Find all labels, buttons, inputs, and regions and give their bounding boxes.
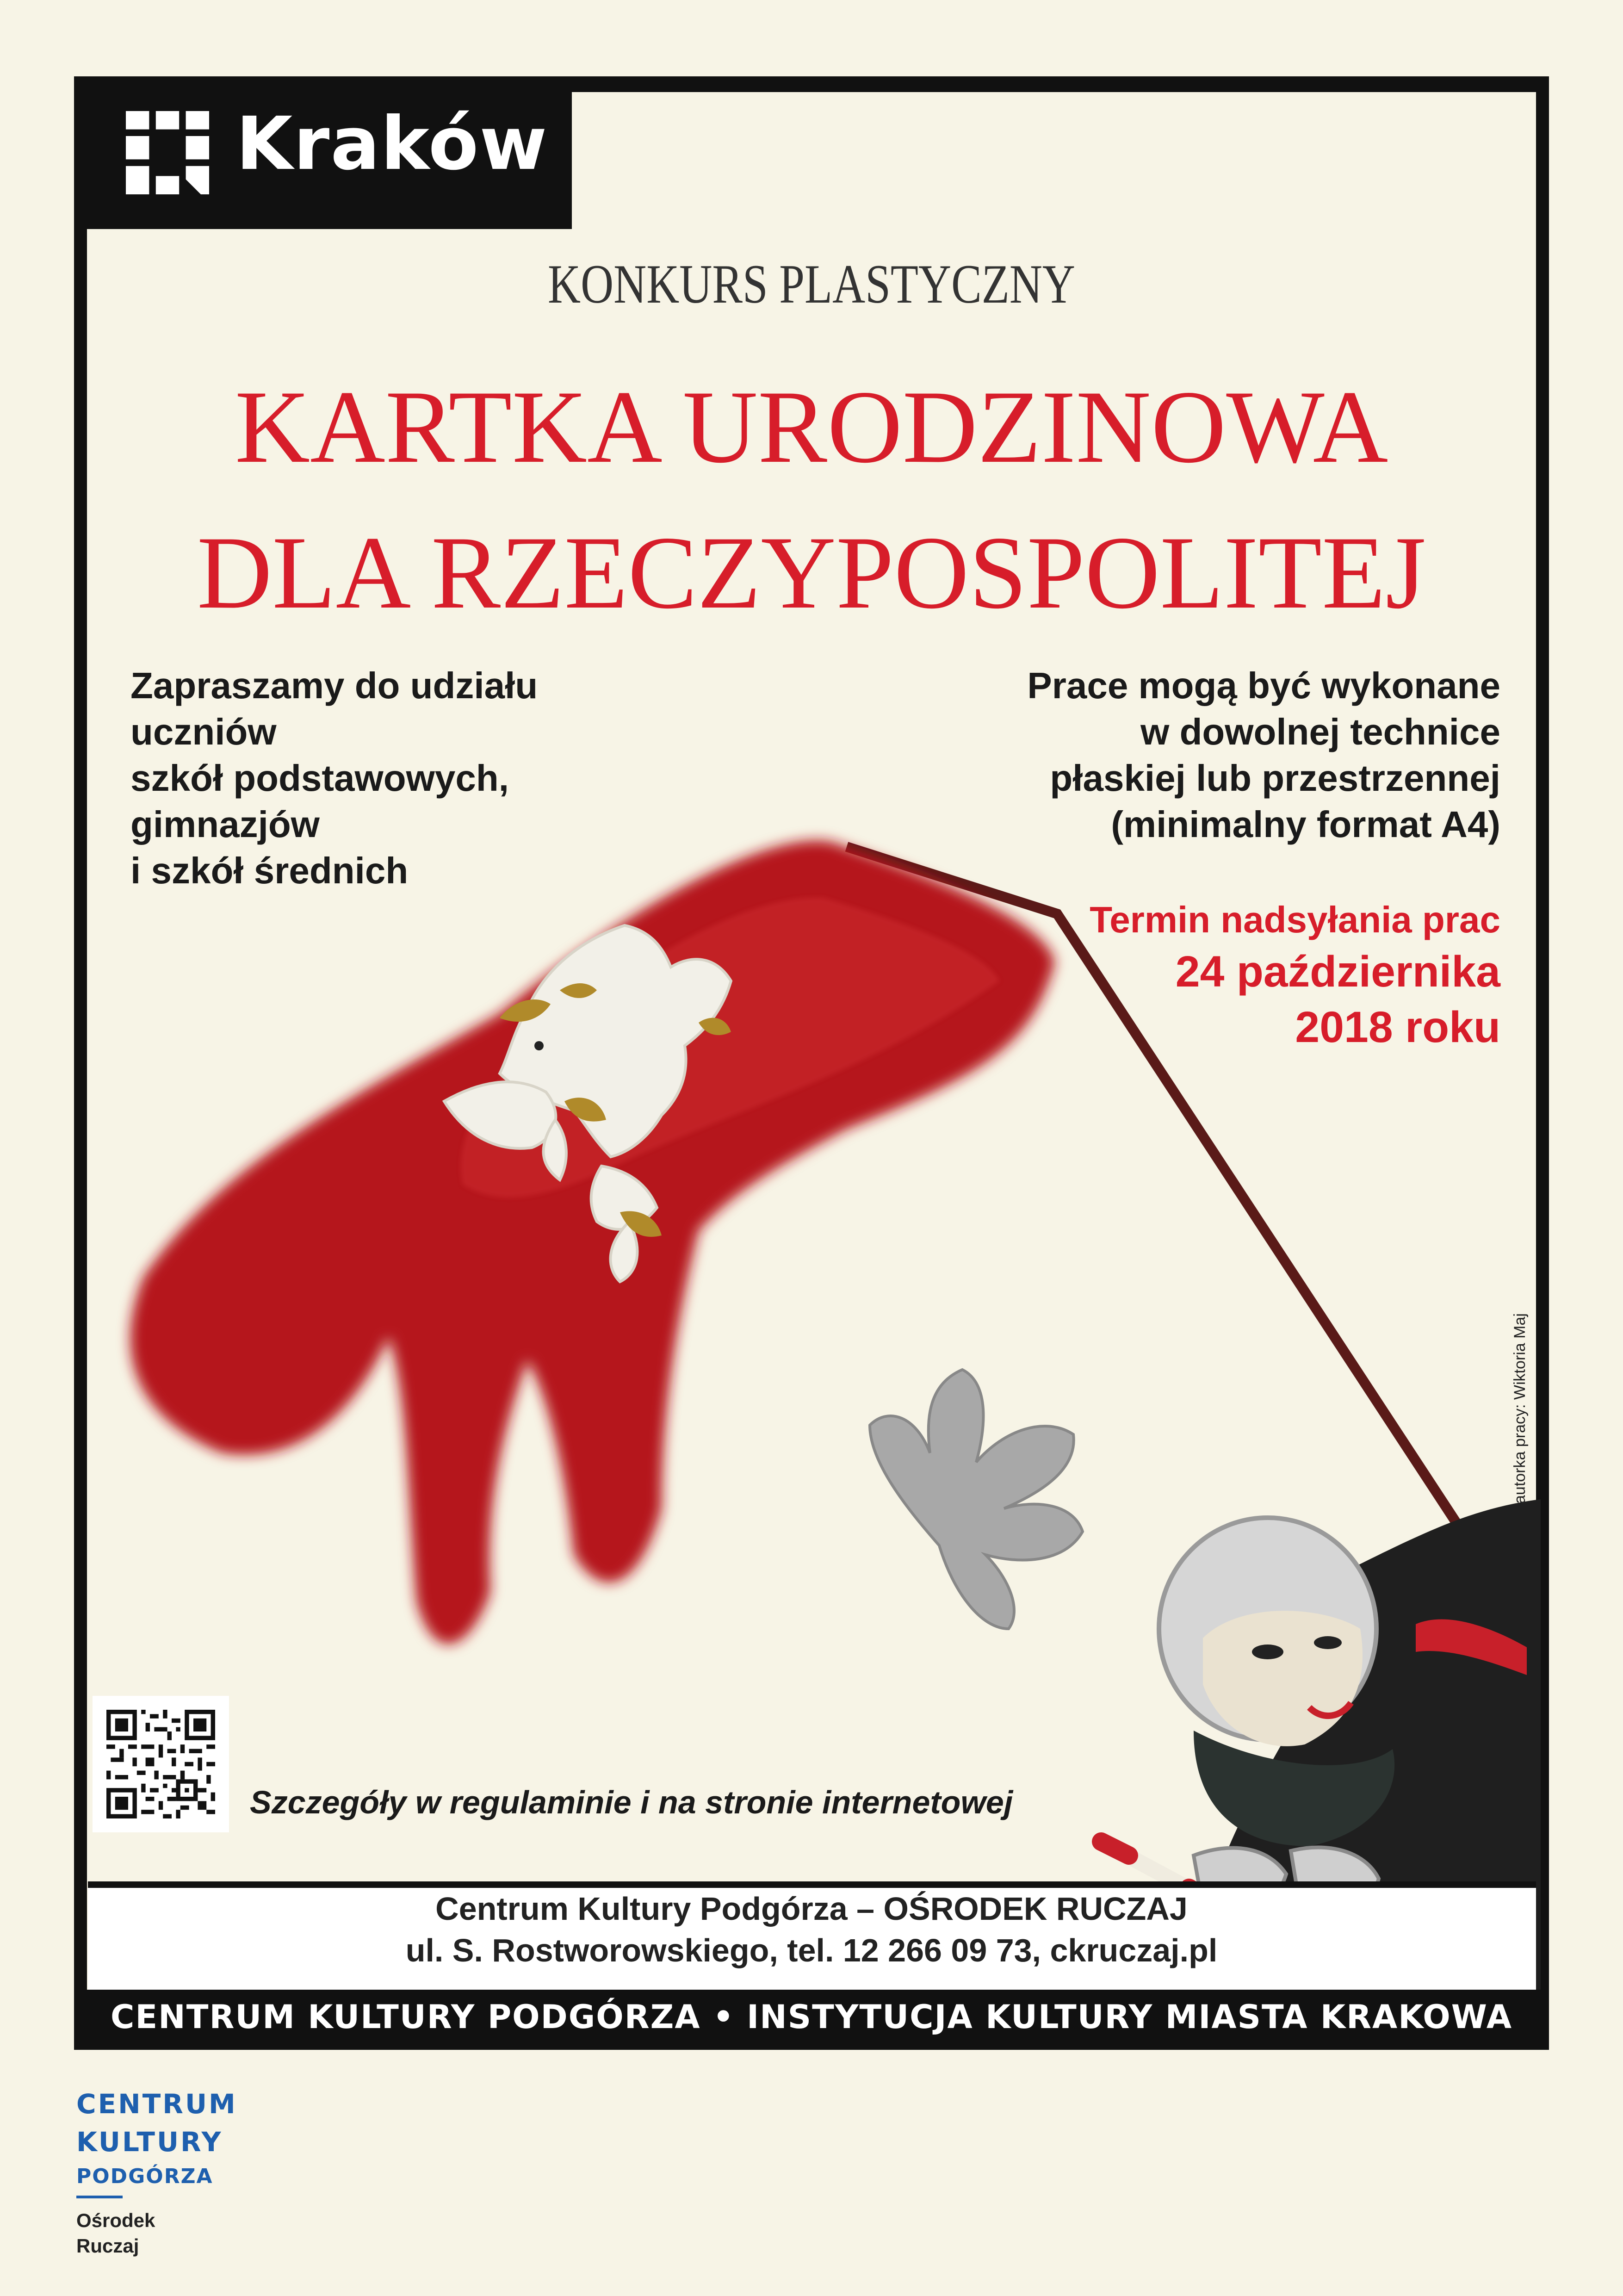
invite-line: Zapraszamy do udziału [130, 665, 538, 706]
ckp-logo-line2: KULTURY [76, 2126, 223, 2158]
contact-address: ul. S. Rostworowskiego, tel. 12 266 09 73, ckruczaj.pl [405, 1932, 1218, 1968]
ckp-branch-line1: Ośrodek [76, 2209, 155, 2231]
details-note: Szczegóły w regulaminie i na stronie internetowej [250, 1784, 1013, 1820]
invite-line: uczniów [130, 711, 277, 752]
invite-line: gimnazjów [130, 804, 320, 845]
artwork-credit: autorka pracy: Wiktoria Maj [1511, 1313, 1529, 1504]
poster-title-line2: DLA RZECZYPOSPOLITEJ [197, 515, 1426, 630]
invite-line: i szkół średnich [130, 850, 409, 891]
qr-code-icon[interactable] [106, 1710, 215, 1818]
poster-kicker: KONKURS PLASTYCZNY [548, 253, 1075, 315]
works-line: płaskiej lub przestrzennej [1050, 757, 1500, 799]
deadline-label: Termin nadsyłania prac [1090, 899, 1500, 940]
works-line: (minimalny format A4) [1111, 804, 1500, 845]
artwork-illustration [83, 814, 1541, 2017]
deadline-date: 24 października [1175, 947, 1500, 996]
ckp-branch-line2: Ruczaj [76, 2235, 139, 2257]
krakow-logo-text: Kraków [236, 101, 548, 186]
ckp-logo-divider [76, 2196, 123, 2198]
works-line: Prace mogą być wykonane [1027, 665, 1500, 706]
deadline-year: 2018 roku [1295, 1003, 1500, 1052]
ckp-logo-line1: CENTRUM [76, 2088, 237, 2120]
poster-title-line1: KARTKA URODZINOWA [235, 369, 1388, 484]
helmet-plume [870, 1370, 1083, 1629]
invite-line: szkół podstawowych, [130, 757, 509, 799]
contact-organizer: Centrum Kultury Podgórza – OŚRODEK RUCZAJ [435, 1891, 1188, 1927]
footer-text: CENTRUM KULTURY PODGÓRZA • INSTYTUCJA KULTURY MIASTA KRAKOWA [110, 1998, 1513, 2036]
ckp-logo-line3: PODGÓRZA [76, 2165, 213, 2188]
works-line: w dowolnej technice [1140, 711, 1500, 752]
krakow-logo-icon [126, 111, 209, 194]
